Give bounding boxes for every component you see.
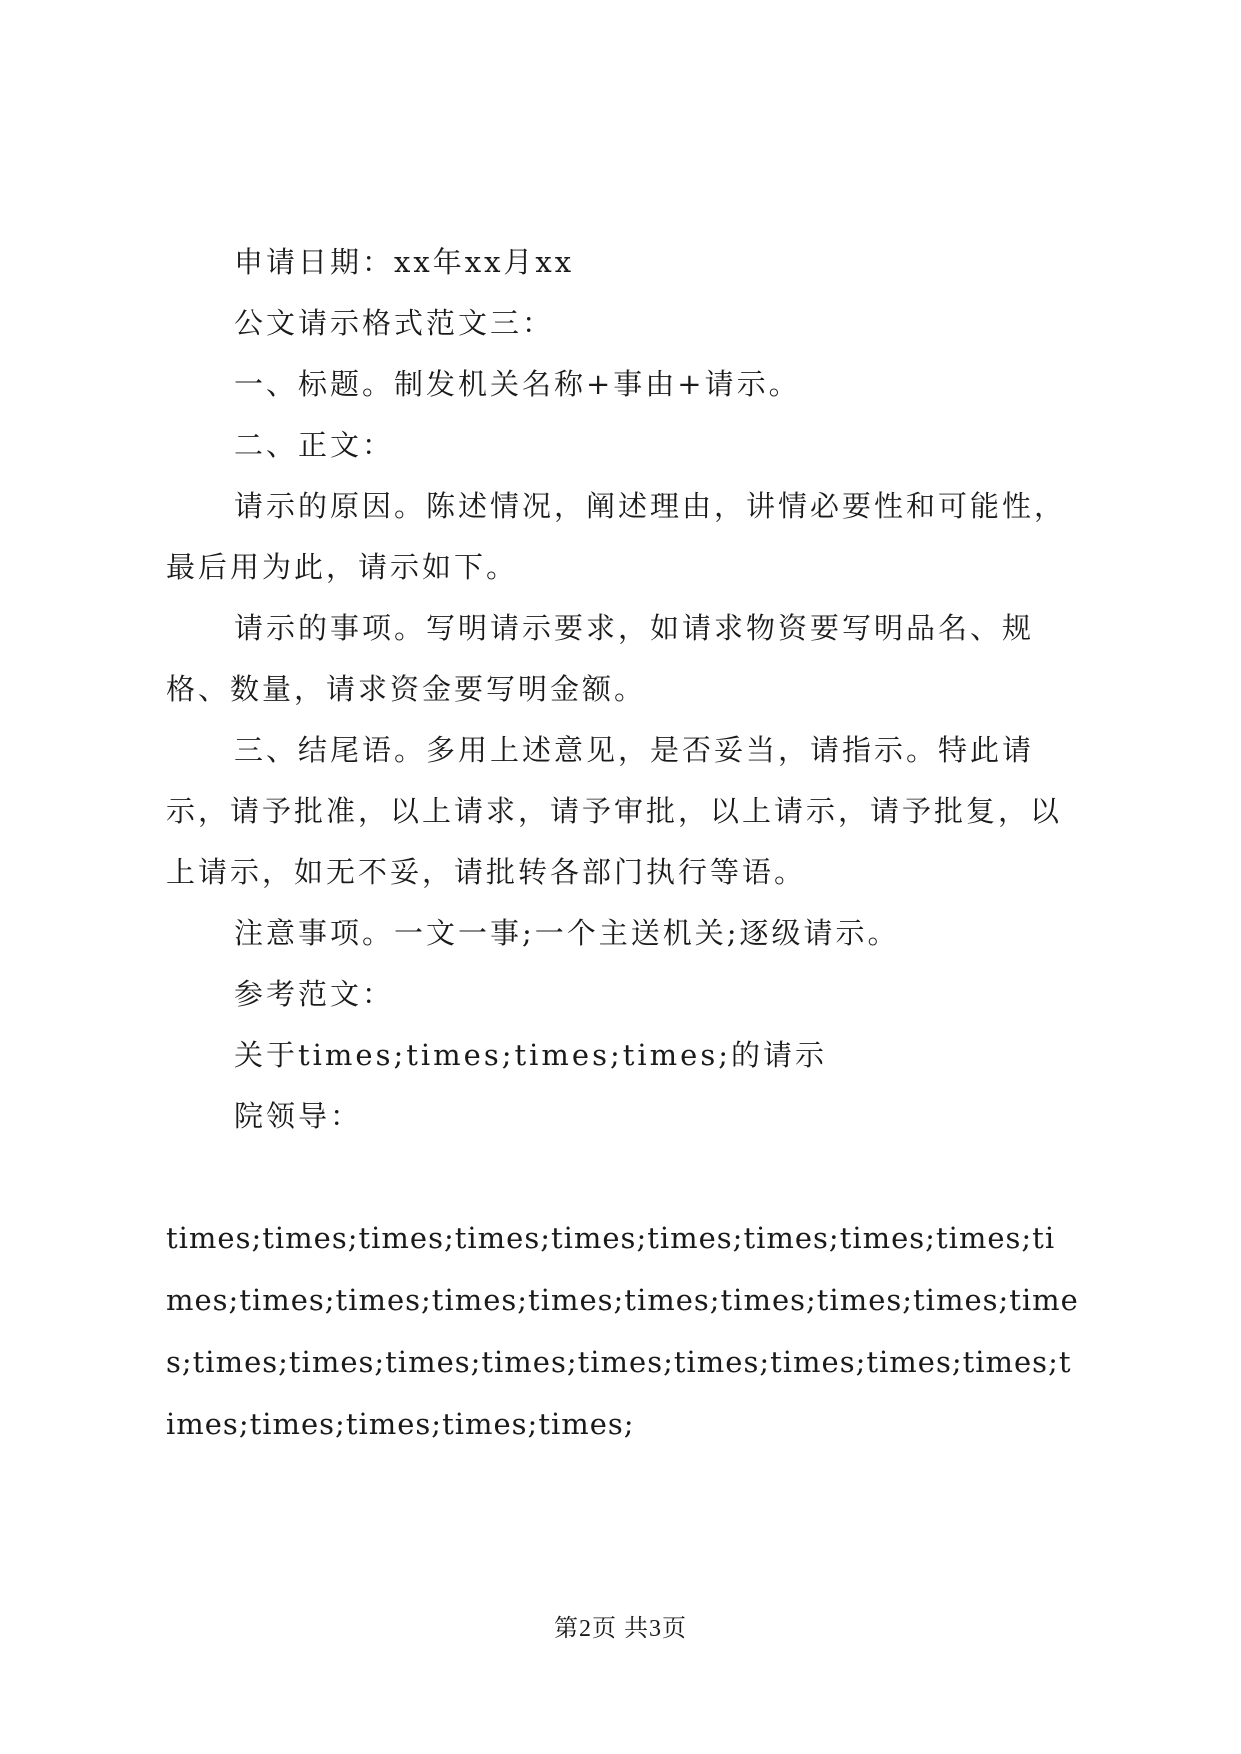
document-body (166, 232, 1080, 1455)
page-number-footer: 第2页 共3页 (554, 1616, 687, 1642)
reference-heading: 参考范文： (234, 977, 395, 1011)
application-date: 申请日期：xx年xx月xx (234, 245, 575, 279)
sample-heading: 公文请示格式范文三： (234, 306, 555, 340)
reason-paragraph: 请示的原因。陈述情况，阐述理由，讲情必要性和可能性，最后用为此，请示如下。 (166, 489, 1067, 584)
salutation: 院领导： (234, 1099, 363, 1133)
matters-paragraph: 请示的事项。写明请示要求，如请求物资要写明品名、规格、数量，请求资金要写明金额。 (166, 611, 1035, 706)
section-body-heading: 二、正文： (234, 428, 395, 462)
reference-title: 关于times;times;times;times;的请示 (234, 1038, 827, 1072)
section-title-rule: 一、标题。制发机关名称+事由+请示。 (234, 367, 801, 401)
closing-paragraph: 三、结尾语。多用上述意见，是否妥当，请指示。特此请示，请予批准，以上请求，请予审批，以上请示，请予批复，以上请示，如无不妥，请批转各部门执行等语。 (166, 733, 1063, 889)
times-repeated-text: times;times;times;times;times;times;times;times;times;times;times;times;times;times;times;times;times;times;times;times;times;times;times;times;times;times;times;times;times;times;times;times;times; (166, 1221, 1079, 1441)
notes-paragraph: 注意事项。一文一事;一个主送机关;逐级请示。 (234, 916, 900, 950)
blank-line (166, 1147, 1080, 1207)
